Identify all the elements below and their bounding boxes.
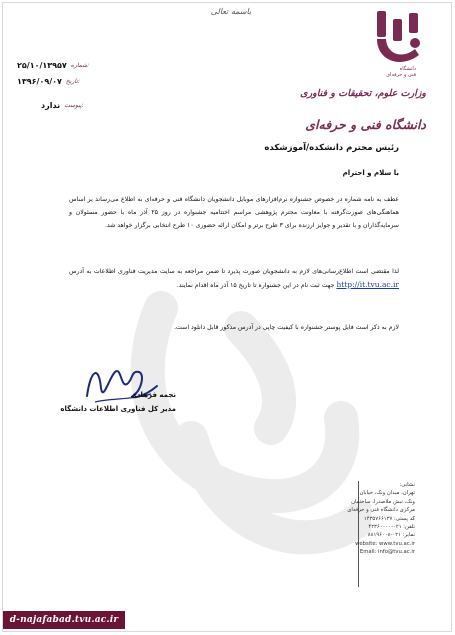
letter-greeting: با سلام و احترام — [342, 169, 399, 177]
letter-attachment-value: ندارد — [41, 100, 61, 110]
letter-attachment-row — [41, 99, 161, 111]
letter-date-value: ۱۳۹۶/۰۹/۰۷ — [17, 76, 62, 86]
footer-phone: تلفن: ۰۲۱-۴۲۳۶۰۰۰۰ — [368, 524, 415, 531]
letter-paragraph-2 — [69, 265, 399, 292]
letter-attachment-label: پیوست: — [64, 101, 84, 109]
bismillah-heading: باسمه تعالی — [210, 7, 252, 16]
footer-fax: نمابر: ۰۲۱-۸۸۱۹۶۰۰۸ — [367, 532, 415, 539]
footer-contact-info — [325, 481, 415, 557]
letter-salutation: رئیس محترم دانشکده/آموزشکده — [264, 143, 399, 153]
ministry-name: وزارت علوم، تحقیقات و فناوری — [300, 88, 426, 99]
letter-page — [2, 2, 452, 632]
footer-address-label: نشانی: — [399, 482, 415, 488]
paragraph-2-text-after-link: جهت ثبت نام در این جشنواره تا تاریخ ۱۵ آذر ماه اقدام نمایند. — [176, 282, 335, 289]
signer-title: مدیر کل فناوری اطلاعات دانشگاه — [60, 405, 176, 413]
university-name: دانشگاه فنی و حرفه‌ای — [305, 117, 426, 132]
university-logo — [371, 9, 425, 71]
logo-caption — [374, 66, 416, 78]
letter-number-label: شماره: — [70, 61, 90, 69]
paragraph-2-text-before-link: لذا مقتضی است اطلاع‌رسانی‌های لازم به دانشجویان صورت پذیرد تا ضمن مراجعه به سایت مدیریت فناوری اطلاعات به آدرس — [69, 268, 399, 275]
logo-caption-line1: دانشگاه — [399, 66, 416, 72]
footer-website: website: www.tvu.ac.ir — [355, 540, 415, 547]
footer-address-line2: ونک، نبش ملاصدرا، ساختمان — [351, 498, 415, 505]
footer-address-line1: تهران، میدان ونک، خیابان — [359, 490, 415, 497]
letter-date-label: تاریخ: — [65, 77, 80, 85]
footer-postal-code: کد پستی: ۱۴۳۵۷۶۶۱۳۷ — [363, 515, 415, 522]
signer-name: نجمه فرهادی — [130, 391, 176, 399]
letter-paragraph-1: عطف به نامه شماره در خصوص جشنواره نرم‌افزارهای موبایل دانشجویان دانشگاه فنی و حرفه‌ای به اطلاع می‌رساند بر اساس هماهنگی‌های صورت‌گرفته با معاونت محترم پژوهشی مراسم اختتامیه جشنواره در روز ۲۵ آذر ماه با حضور مسئولان و سرمایه‌گذاران و با تقدیر و جوایز ارزنده برای ۳ طرح برتر و امکان ارائه حضوری ۱۰ طرح انتخابی برگزار خواهد شد. — [69, 196, 399, 229]
site-banner-text: d-najafabad.tvu.ac.ir — [9, 615, 119, 625]
letter-date-row — [17, 75, 137, 87]
letter-number-value: ۲۵/۱۰/۱۳۹۵۷ — [17, 60, 67, 70]
footer-address-line3: مرکزی دانشگاه فنی و حرفه‌ای — [347, 507, 415, 514]
letter-paragraph-3: لازم به ذکر است فایل پوستر جشنواره با کیفیت چاپی در آدرس مذکور قابل دانلود است. — [174, 324, 399, 331]
handwritten-signature — [81, 358, 161, 408]
letter-number-row — [17, 59, 137, 71]
site-banner[interactable] — [3, 611, 125, 629]
registration-link[interactable]: http://it.tvu.ac.ir — [336, 280, 399, 289]
footer-email: Email: info@tvu.ac.ir — [359, 549, 415, 556]
logo-caption-line2: فنی و حرفه‌ای — [386, 72, 416, 78]
